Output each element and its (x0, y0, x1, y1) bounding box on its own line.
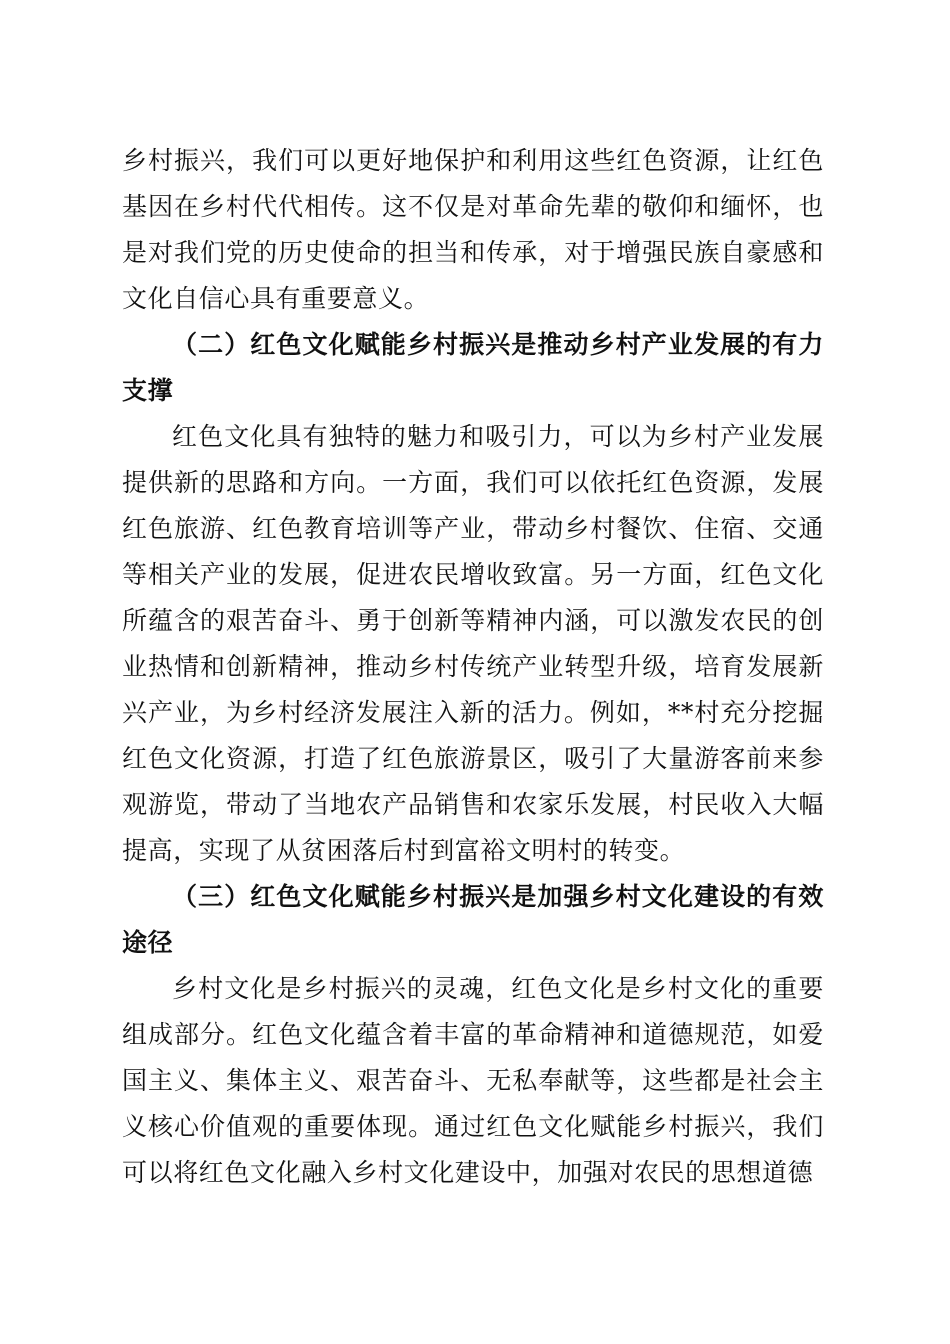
paragraph-continuation: 乡村振兴，我们可以更好地保护和利用这些红色资源，让红色基因在乡村代代相传。这不仅是对革命先辈的敬仰和缅怀，也是对我们党的历史使命的担当和传承，对于增强民族自豪感和文化自信心具有重要意义。 (122, 146, 824, 313)
paragraph-rural-culture: 乡村文化是乡村振兴的灵魂，红色文化是乡村文化的重要组成部分。红色文化蕴含着丰富的革命精神和道德规范，如爱国主义、集体主义、艰苦奋斗、无私奉献等，这些都是社会主义核心价值观的重要体现。通过红色文化赋能乡村振兴，我们可以将红色文化融入乡村文化建设中，加强对农民的思想道德 (122, 974, 824, 1187)
paragraph-industry-development: 红色文化具有独特的魅力和吸引力，可以为乡村产业发展提供新的思路和方向。一方面，我们可以依托红色资源，发展红色旅游、红色教育培训等产业，带动乡村餐饮、住宿、交通等相关产业的发展，促进农民增收致富。另一方面，红色文化所蕴含的艰苦奋斗、勇于创新等精神内涵，可以激发农民的创业热情和创新精神，推动乡村传统产业转型升级，培育发展新兴产业，为乡村经济发展注入新的活力。例如，**村充分挖掘红色文化资源，打造了红色旅游景区，吸引了大量游客前来参观游览，带动了当地农产品销售和农家乐发展，村民收入大幅提高，实现了从贫困落后村到富裕文明村的转变。 (122, 422, 824, 865)
section-heading-3: （三）红色文化赋能乡村振兴是加强乡村文化建设的有效途径 (122, 882, 824, 957)
section-heading-2: （二）红色文化赋能乡村振兴是推动乡村产业发展的有力支撑 (122, 330, 824, 405)
